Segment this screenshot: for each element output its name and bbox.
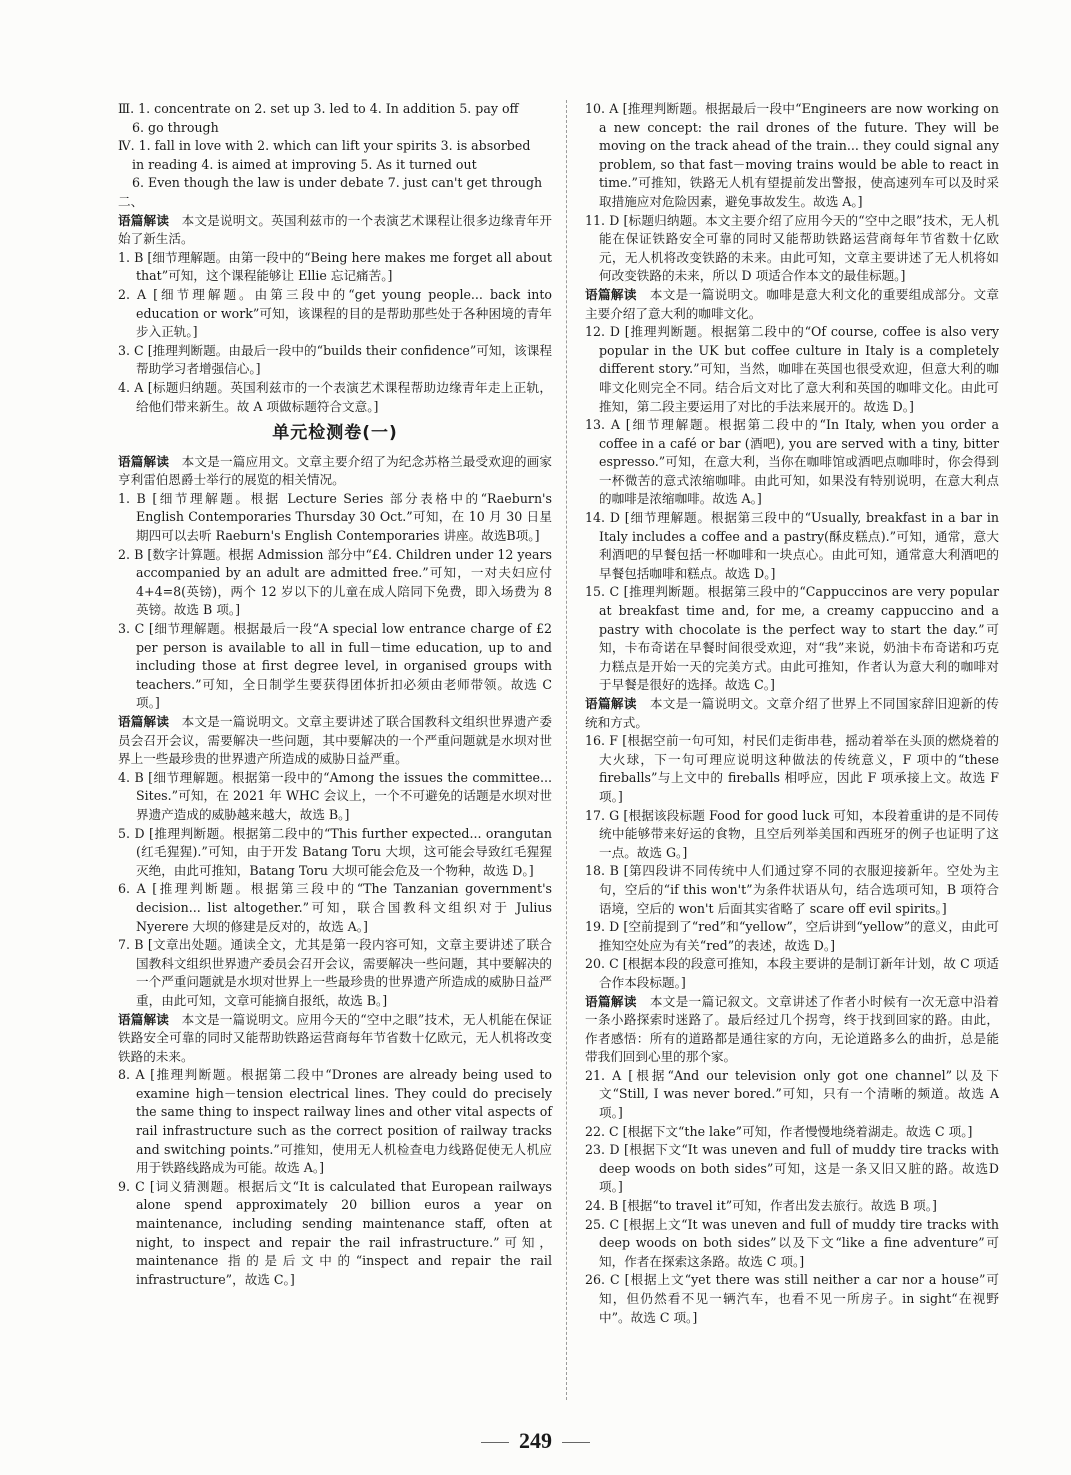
page-number-text: 249 [519, 1428, 552, 1453]
left-column [118, 100, 552, 1289]
answer-item: 25. C [根据上文“It was uneven and full of muddy tire tracks with deep woods on both sides”以及下文“like a fine adventure”可知，作者在探索这条路。故选 C 项。] [585, 1216, 999, 1269]
answer-item: 3. C [推理判断题。由最后一段中的“builds their confidence”可知，该课程帮助学习者增强信心。] [118, 342, 552, 377]
vocab-line: in reading 4. is aimed at improving 5. As it turned out [132, 156, 477, 172]
reading-summary [585, 286, 999, 323]
answer-item: 3. C [细节理解题。根据最后一段“A special low entrance charge of £2 per person is available to all in full－time education, up to and including those at first degree level, in organised groups with teachers.”可知，全日制学生要获得团体折扣必须由老师带领。故选 C 项。] [118, 621, 552, 711]
reading-summary [118, 453, 552, 490]
answer-item: 12. D [推理判断题。根据第二段中的“Of course, coffee is also very popular in the UK but coffee culture in Italy is a completely different story.”可知，当然，咖啡在英国也很受欢迎，但意大利的咖啡文化则完全不同。结合后文对比了意大利和英国的咖啡文化。由此可推知，第二段主要运用了对比的手法来展开的。故选 D。] [585, 324, 999, 414]
reading-text: 本文是一篇说明文。文章介绍了世界上不同国家辞旧迎新的传统和方式。 [585, 696, 999, 730]
answer-item: 2. B [数字计算题。根据 Admission 部分中“£4. Children under 12 years accompanied by an adult are admitted free.”可知，一对夫妇应付 4+4=8(英镑)，两个 12 岁以下的儿童在成人陪同下免费，即入场费为 8 英镑。故选 B 项。] [118, 546, 552, 618]
answer-item: 1. B [细节理解题。根据 Lecture Series 部分表格中的“Raeburn's English Contemporaries Thursday 30 Oct.”可知，在 10 月 30 日星期四可以去听 Raeburn's English Contemporaries 讲座。故选B项。] [118, 490, 552, 544]
answer-item: 23. D [根据下文“It was uneven and full of muddy tire tracks with deep woods on both sides”可知，这是一条又旧又脏的路。故选D项。] [585, 1142, 999, 1195]
answer-item: 8. A [推理判断题。根据第二段中“Drones are already being used to examine high－tension electrical lines. They could do precisely the same thing to inspect railway lines and other vital aspects of rail infrastructure such as the correct position of railway tracks and switching points.”可推知，使用无人机检查电力线路促使无人机应用于铁路线路成为可能。故选 A。] [118, 1067, 552, 1176]
answer-item: 18. B [第四段讲不同传统中人们通过穿不同的衣服迎接新年。空处为主句，空后的“if this won't”为条件状语从句，结合选项可知，B 项符合语境，空后的 won't 后面其实省略了 scare off evil spirits。] [585, 863, 999, 916]
answer-item: 13. A [细节理解题。根据第二段中的“In Italy, when you order a coffee in a café or bar (酒吧), you are served with a tiny, bitter espresso.”可知，在意大利，当你在咖啡馆或酒吧点咖啡时，你会得到一杯微苦的意式浓缩咖啡。由此可知，如果没有特别说明，在意大利点的咖啡是浓缩咖啡。故选 A。] [585, 417, 999, 507]
answer-item: 16. F [根据空前一句可知，村民们走街串巷，摇动着举在头顶的燃烧着的大火球，下一句可理应说明这种做法的传统意义，F 项中的“these fireballs”与上文中的 fireballs 相呼应，因此 F 项承接上文。故选 F 项。] [585, 733, 999, 804]
reading-summary [118, 1011, 552, 1067]
answer-item: 10. A [推理判断题。根据最后一段中“Engineers are now working on a new concept: the rail drones of the future. They will be moving on the track ahead of the train... they could signal any problem, so that fast－moving trains would be able to react in time.”可推知，铁路无人机有望提前发出警报，使高速列车可以及时采取措施应对危险因素，避免事故发生。故选 A。] [585, 101, 999, 209]
answer-item: 6. A [推理判断题。根据第三段中的“The Tanzanian government's decision... list altogether.”可知，联合国教科文组织对于 Julius Nyerere 大坝的修建是反对的，故选 A。] [118, 881, 552, 934]
answer-item: 17. G [根据该段标题 Food for good luck 可知，本段着重讲的是不同传统中能够带来好运的食物，且空后列举美国和西班牙的例子也证明了这一点。故选 G。] [585, 807, 999, 860]
reading-tag: 语篇解读 [585, 286, 637, 302]
answer-item: 15. C [推理判断题。根据第三段中的“Cappuccinos are very popular at breakfast time and, for me, a creamy cappuccino and a pastry with chocolate is the perfect way to start the day.”可知，卡布奇诺在早餐时间很受欢迎，对“我”来说，奶油卡布奇诺和巧克力糕点是开始一天的完美方式。由此可推知，作者认为意大利的咖啡对于早餐是很好的选择。故选 C。] [585, 584, 999, 693]
vocab-line: 6. go through [132, 119, 219, 135]
reading-tag: 语篇解读 [118, 212, 170, 228]
right-column [585, 100, 999, 1327]
reading-tag: 语篇解读 [118, 453, 170, 469]
answer-item: 5. D [推理判断题。根据第二段中的“This further expected... orangutan (红毛猩猩).”可知，由于开发 Batang Toru 大坝，这可能会导致红毛猩猩灭绝，由此可推知，Batang Toru 大坝可能会危及一个物种，故选 D。] [118, 825, 552, 878]
reading-tag: 语篇解读 [118, 1011, 170, 1027]
reading-text: 本文是一篇说明文。咖啡是意大利文化的重要组成部分。文章主要介绍了意大利的咖啡文化。 [585, 286, 999, 321]
answer-item: 26. C [根据上文“yet there was still neither a car nor a house”可知，但仍然看不见一辆汽车，也看不见一所房子。in sight“在视野中”。故选 C 项。] [585, 1272, 999, 1325]
reading-text: 本文是一篇应用文。文章主要介绍了为纪念苏格兰最受欢迎的画家亨利雷伯恩爵士举行的展览的相关情况。 [118, 453, 553, 488]
reading-text: 本文是一篇说明文。文章主要讲述了联合国教科文组织世界遗产委员会召开会议，需要解决一些问题，其中要解决的一个严重问题就是水坝对世界上一些最珍贵的世界遗产所造成的威胁日益严重。 [118, 714, 553, 767]
column-divider [566, 100, 567, 1400]
answer-item: 4. A [标题归纳题。英国利兹市的一个表演艺术课程帮助边缘青年走上正轨，给他们带来新生。故 A 项做标题符合文意。] [118, 379, 552, 414]
reading-text: 本文是一篇说明文。应用今天的“空中之眼”技术，无人机能在保证铁路安全可靠的同时又能帮助铁路运营商每年节省数十亿欧元，无人机将改变铁路的未来。 [118, 1011, 553, 1064]
vocab-line: Ⅳ. 1. fall in love with 2. which can lift your spirits 3. is absorbed [118, 138, 531, 154]
reading-tag: 语篇解读 [585, 993, 637, 1009]
page-number-rule [481, 1442, 509, 1443]
reading-summary [585, 695, 999, 732]
reading-text: 本文是一篇记叙文。文章讲述了作者小时候有一次无意中沿着一条小路探索时迷路了。最后经过几个拐弯，终于找到回家的路。由此，作者感悟：所有的道路都是通往家的方向，无论道路多么的曲折，总是能带我们回到心里的那个家。 [585, 993, 999, 1065]
answer-item: 9. C [词义猜测题。根据后文“It is calculated that European railways alone spend approximately 20 billion euros a year on maintenance, including sending maintenance staff, often at night, to inspect and repair the rail infrastructure.”可知，maintenance 指的是后文中的“inspect and repair the rail infrastructure”，故选 C。] [118, 1178, 552, 1287]
vocab-line: Ⅲ. 1. concentrate on 2. set up 3. led to 4. In addition 5. pay off [118, 101, 519, 116]
answer-item: 19. D [空前提到了“red”和“yellow”，空后讲到“yellow”的意义，由此可推知空处应为有关“red”的表述，故选 D。] [585, 919, 999, 953]
page-number-rule [562, 1442, 590, 1443]
answer-item: 7. B [文章出处题。通读全文，尤其是第一段内容可知，文章主要讲述了联合国教科文组织世界遗产委员会召开会议，需要解决一些问题，其中要解决的一个严重问题就是水坝对世界上一些最珍贵的世界遗产所造成的威胁日益严重，由此可知，文章可能摘自报纸，故选 B。] [118, 937, 552, 1008]
answer-item: 1. B [细节理解题。由第一段中的“Being here makes me forget all about that”可知，这个课程能够让 Ellie 忘记痛苦。] [118, 249, 552, 284]
answer-item: 22. C [根据下文“the lake”可知，作者慢慢地绕着湖走。故选 C 项。] [585, 1123, 973, 1139]
vocab-line: 6. Even though the law is under debate 7. just can't get through [132, 175, 543, 191]
reading-summary [118, 713, 552, 769]
reading-summary [585, 993, 999, 1067]
answer-item: 2. A [细节理解题。由第三段中的“get young people... back into education or work”可知，该课程的目的是帮助那些处于各种困境的青年步入正轨。] [118, 286, 552, 340]
answer-item: 21. A [根据“And our television only got one channel”以及下文“Still, I was never bored.”可知，只有一个清晰的频道。故选 A 项。] [585, 1067, 999, 1121]
answer-item: 11. D [标题归纳题。本文主要介绍了应用今天的“空中之眼”技术，无人机能在保证铁路安全可靠的同时又能帮助铁路运营商每年节省数十亿欧元，无人机将改变铁路的未来。由此可知，文章主要讲述了无人机将如何改变铁路的未来，所以 D 项适合作本文的最佳标题。] [585, 212, 999, 284]
answer-item: 24. B [根据“to travel it”可知，作者出发去旅行。故选 B 项。] [585, 1198, 937, 1214]
reading-text: 本文是说明文。英国利兹市的一个表演艺术课程让很多边缘青年开始了新生活。 [118, 212, 553, 247]
answer-item: 14. D [细节理解题。根据第三段中的“Usually, breakfast in a bar in Italy includes a coffee and a pastry(酥皮糕点).”可知，通常，意大利酒吧的早餐包括一杯咖啡和一块点心。由此可知，通常意大利酒吧的早餐包括咖啡和糕点。故选 D。] [585, 510, 999, 581]
answer-item: 4. B [细节理解题。根据第一段中的“Among the issues the committee... Sites.”可知，在 2021 年 WHC 会议上，一个不可避免的话题是水坝对世界遗产造成的威胁越来越大，故选 B。] [118, 769, 552, 822]
section-two-label: 二、 [118, 193, 144, 209]
reading-tag: 语篇解读 [585, 696, 637, 711]
reading-tag: 语篇解读 [118, 714, 170, 729]
reading-summary [118, 212, 552, 249]
unit-test-title: 单元检测卷(一) [272, 423, 398, 444]
page-number [0, 1428, 1071, 1454]
answer-item: 20. C [根据本段的段意可推知，本段主要讲的是制订新年计划，故 C 项适合作本段标题。] [585, 956, 999, 990]
